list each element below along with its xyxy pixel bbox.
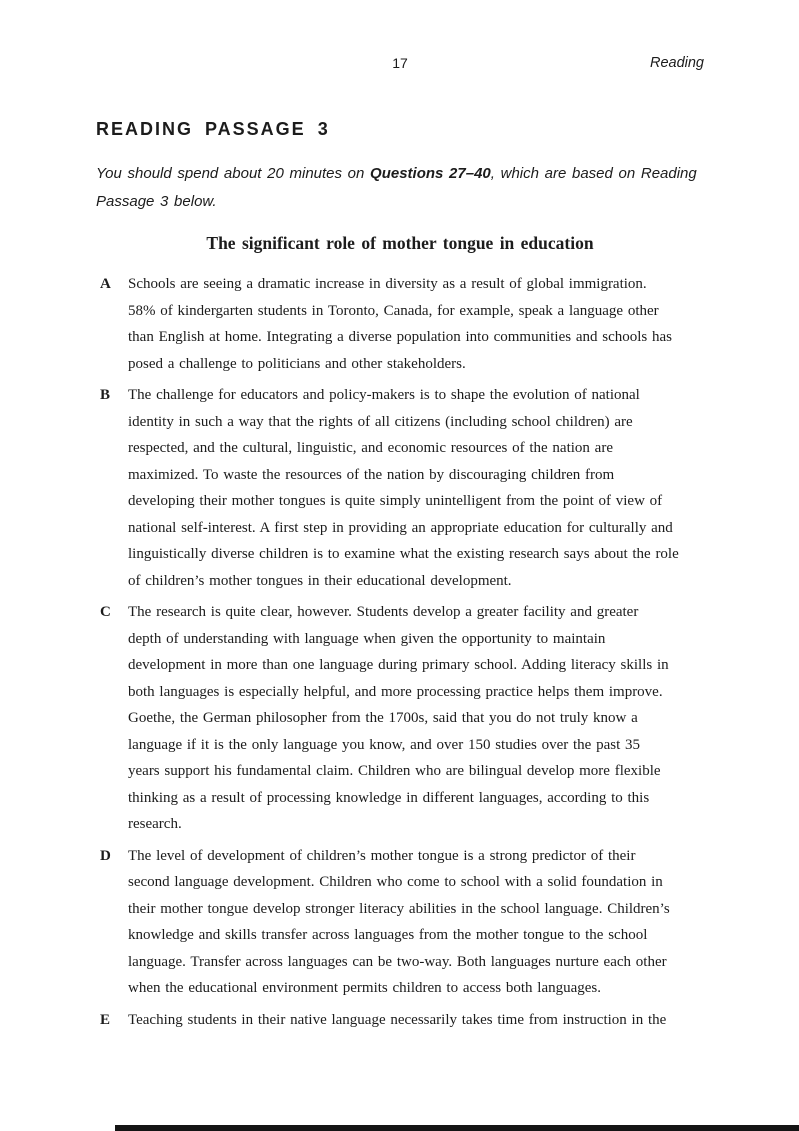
passage-line: The level of development of children’s mother tongue is a strong predictor of their xyxy=(128,847,636,864)
passage-line: language if it is the only language you know, and over 150 studies over the past 35 xyxy=(128,736,641,753)
passage-line: language. Transfer across languages can be two-way. Both languages nurture each other xyxy=(128,953,667,970)
passage-line: development in more than one language during primary school. Adding literacy skills in xyxy=(128,657,669,673)
instruction-pre: You should spend about 20 minutes on xyxy=(96,165,371,182)
page-header xyxy=(96,55,704,74)
passage-line: identity in such a way that the rights of all citizens (including school children) are xyxy=(128,413,633,430)
passage-line: both languages is especially helpful, and more processing practice helps them improve. xyxy=(128,683,663,700)
passage-line: The research is quite clear, however. Students develop a greater facility and greater xyxy=(128,604,639,620)
passage-line: knowledge and skills transfer across languages from the mother tongue to the school xyxy=(128,927,648,943)
paragraph-text xyxy=(128,599,704,838)
paragraph-label: E xyxy=(100,1011,111,1028)
passage-line: research. xyxy=(128,816,182,832)
passage-line: developing their mother tongues is quite simply unintelligent from the point of view of xyxy=(128,493,663,509)
passage-line: Goethe, the German philosopher from the 1700s, said that you do not truly know a xyxy=(128,710,638,726)
instruction-questions-range: Questions 27–40 xyxy=(370,165,491,182)
scan-edge-artifact xyxy=(115,1125,799,1131)
timing-instruction xyxy=(96,160,704,216)
passage-line: than English at home. Integrating a diverse population into communities and schools has xyxy=(128,329,672,345)
instruction-post-line1: , which are based on Reading xyxy=(490,165,697,182)
passage-line: thinking as a result of processing knowledge in different languages, according to this xyxy=(128,789,650,806)
paragraph-label: D xyxy=(100,847,111,864)
paragraph-text xyxy=(128,271,704,377)
page-number: 17 xyxy=(392,55,408,71)
passage-body xyxy=(96,271,704,1033)
passage-line: Schools are seeing a dramatic increase in diversity as a result of global immigration. xyxy=(128,276,647,292)
paragraph-e xyxy=(96,1007,704,1034)
passage-title: The significant role of mother tongue in education xyxy=(206,233,594,253)
paragraph-text xyxy=(128,843,704,1002)
reading-passage-heading: READING PASSAGE 3 xyxy=(96,119,330,139)
paragraph-c xyxy=(96,599,704,838)
paragraph-d xyxy=(96,843,704,1002)
passage-line: posed a challenge to politicians and other stakeholders. xyxy=(128,355,466,372)
passage-line: of children’s mother tongues in their educational development. xyxy=(128,572,512,589)
paragraph-label: C xyxy=(100,604,111,620)
passage-line: when the educational environment permits children to access both languages. xyxy=(128,980,602,996)
passage-line: national self-interest. A first step in providing an appropriate education for culturally and xyxy=(128,519,673,536)
passage-line: years support his fundamental claim. Children who are bilingual develop more flexible xyxy=(128,763,661,779)
passage-line: respected, and the cultural, linguistic, and economic resources of the nation are xyxy=(128,440,613,456)
passage-line: linguistically diverse children is to examine what the existing research says about the role xyxy=(128,546,679,562)
paragraph-text xyxy=(128,382,704,594)
passage-line: maximized. To waste the resources of the nation by discouraging children from xyxy=(128,466,615,483)
section-label: Reading xyxy=(649,55,704,71)
instruction-post-line2: Passage 3 below. xyxy=(96,193,217,210)
passage-line: second language development. Children who come to school with a solid foundation in xyxy=(128,874,663,890)
paragraph-label: A xyxy=(100,276,111,292)
paragraph-text xyxy=(128,1007,704,1034)
passage-line: their mother tongue develop stronger literacy abilities in the school language. Children’s xyxy=(128,900,670,917)
paragraph-b xyxy=(96,382,704,594)
passage-line: 58% of kindergarten students in Toronto, Canada, for example, speak a language other xyxy=(128,302,659,319)
passage-line: depth of understanding with language when given the opportunity to maintain xyxy=(128,630,606,647)
paragraph-label: B xyxy=(100,387,111,403)
paragraph-a xyxy=(96,271,704,377)
passage-line: Teaching students in their native language necessarily takes time from instruction in the xyxy=(128,1011,667,1028)
passage-line: The challenge for educators and policy-makers is to shape the evolution of national xyxy=(128,387,640,403)
